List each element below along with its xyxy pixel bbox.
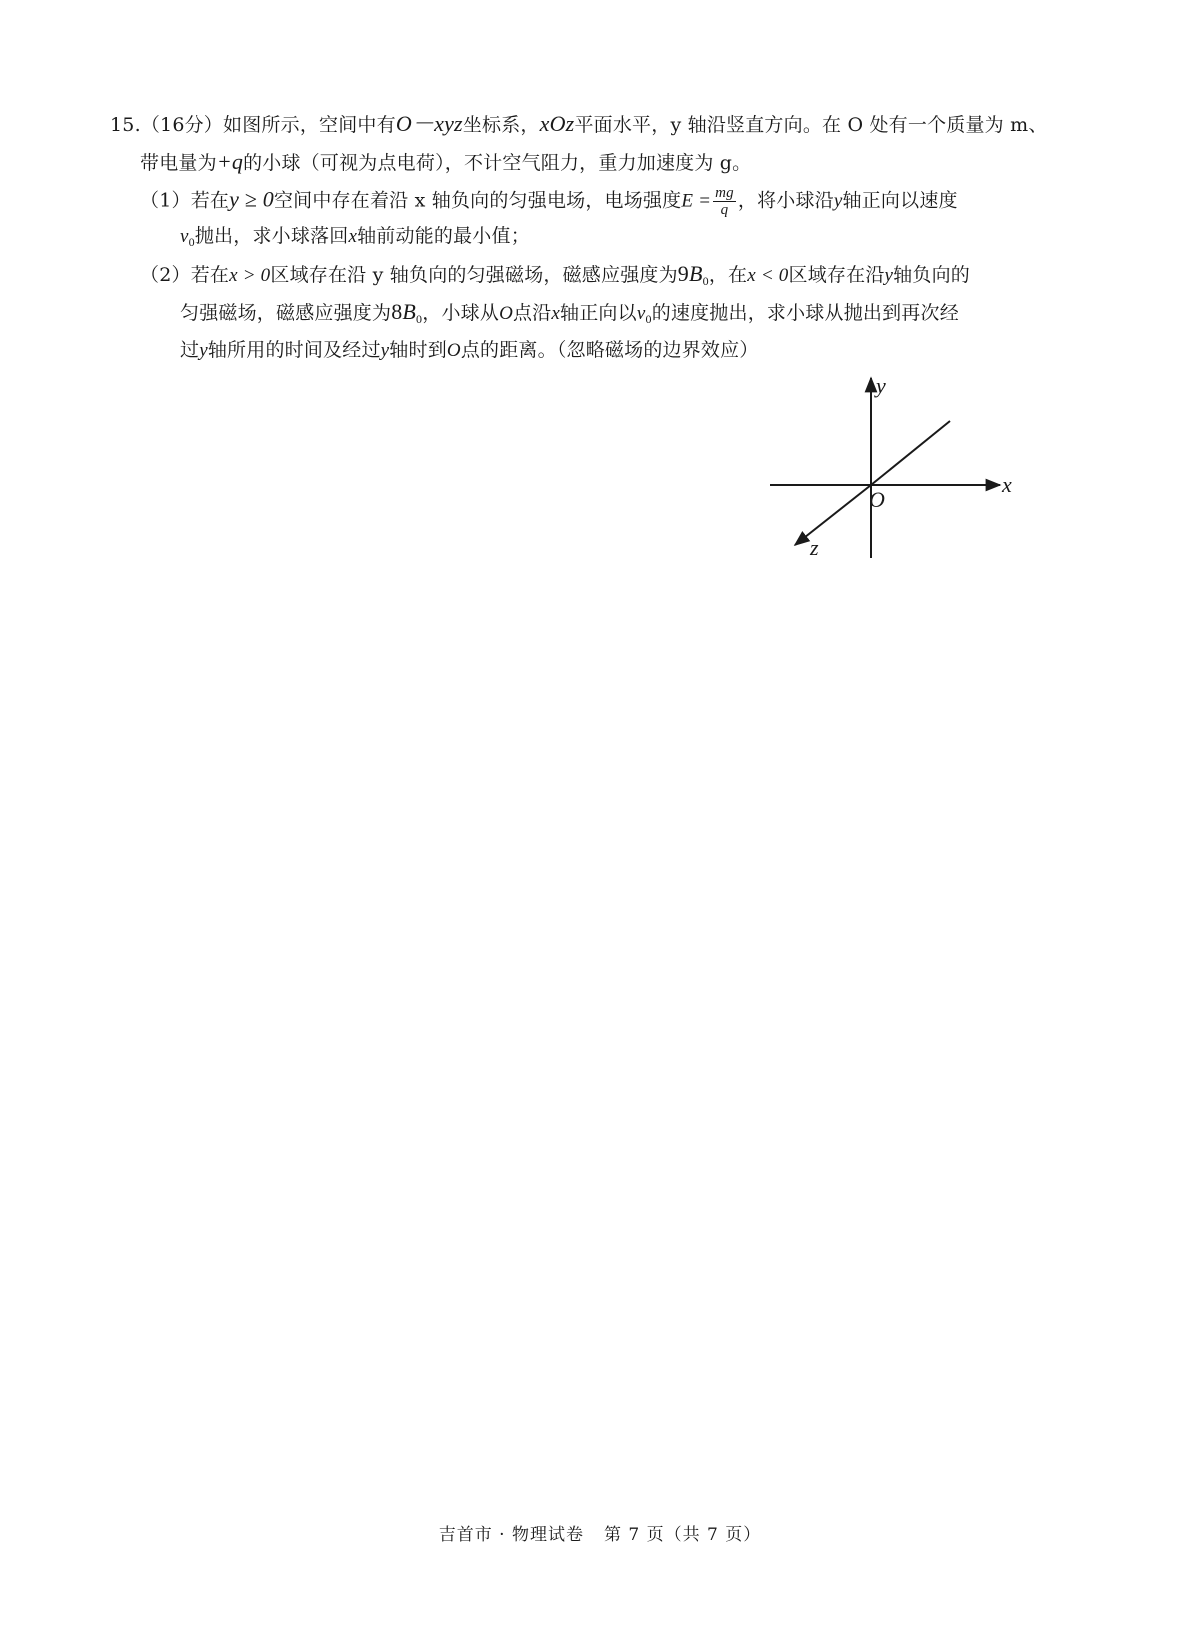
axis-symbol: y xyxy=(833,190,843,212)
velocity-subscript: 0 xyxy=(645,312,652,326)
part2-text: 区域存在沿 y 轴负向的匀强磁场，磁感应强度为 xyxy=(270,264,678,286)
intro-text: 坐标系， xyxy=(462,114,540,136)
plane-label: xOz xyxy=(539,111,575,136)
velocity-symbol: v xyxy=(180,226,189,247)
axis-symbol: y xyxy=(199,340,208,361)
page-footer xyxy=(0,1520,1200,1545)
part2-text: 的速度抛出，求小球从抛出到再次经 xyxy=(651,302,959,324)
part1-text: ，将小球沿 xyxy=(737,189,834,212)
velocity-subscript: 0 xyxy=(188,235,195,249)
x-axis-label: x xyxy=(1002,472,1012,497)
field-subscript: 0 xyxy=(702,274,709,288)
intro-text: 如图所示，空间中有 xyxy=(223,114,396,136)
point-symbol: O xyxy=(446,340,461,361)
field-subscript: 0 xyxy=(416,312,423,326)
part2-text: 过 xyxy=(180,339,200,361)
intro-text: 平面水平，y 轴沿竖直方向。在 O 处有一个质量为 m、 xyxy=(574,114,1048,136)
part2-text: 轴负向的 xyxy=(893,264,970,286)
field-symbol: B xyxy=(402,299,417,324)
z-axis-label: z xyxy=(810,535,819,560)
field-fraction xyxy=(713,185,736,218)
footer-page-number: 第 7 页（共 7 页） xyxy=(603,1525,762,1545)
origin-label: O xyxy=(869,487,885,512)
part2-text: 若在 xyxy=(190,264,230,286)
field-lhs: E = xyxy=(681,190,712,212)
intro-text: 带电量为 xyxy=(140,152,217,174)
intro-text: 的小球（可视为点电荷），不计空气阻力，重力加速度为 g。 xyxy=(243,152,752,174)
part1-condition: y ≥ 0 xyxy=(229,186,274,212)
part1-line-1 xyxy=(140,185,958,218)
point-symbol: O xyxy=(499,303,513,324)
axis-symbol: x xyxy=(551,303,561,324)
part2-text: 轴正向以 xyxy=(560,302,637,324)
field-symbol: B xyxy=(689,261,703,286)
part2-text: 轴所用的时间及经过 xyxy=(207,339,381,361)
part2-text: 点沿 xyxy=(512,302,552,324)
question-number: 15. xyxy=(110,114,141,136)
part1-text: 空间中存在着沿 x 轴负向的匀强电场，电场强度 xyxy=(273,189,682,212)
charge-label: +q xyxy=(216,149,244,174)
part2-text: 区域存在沿 xyxy=(788,264,885,286)
velocity-symbol: v xyxy=(636,303,646,324)
axis-symbol: y xyxy=(884,265,894,286)
coordinate-diagram xyxy=(770,375,1030,565)
part2-text: 点的距离。（忽略磁场的边界效应） xyxy=(460,339,759,361)
y-axis-label: y xyxy=(876,375,886,398)
part2-condition-2: x < 0 xyxy=(747,265,789,286)
part1-text: 抛出，求小球落回 xyxy=(194,225,349,247)
part2-text: ，在 xyxy=(708,264,748,286)
part2-condition-1: x > 0 xyxy=(229,265,271,286)
field-coefficient: 9 xyxy=(677,261,689,286)
axis-symbol: y xyxy=(380,340,390,361)
part2-text: 轴时到 xyxy=(389,339,447,361)
field-coefficient: 8 xyxy=(391,299,403,324)
part2-line-1 xyxy=(140,260,970,290)
part1-line-2 xyxy=(180,222,530,251)
part2-line-2 xyxy=(180,298,959,328)
fraction-numerator: mg xyxy=(715,185,734,201)
part1-text: 若在 xyxy=(190,189,230,212)
part1-text: 轴正向以速度 xyxy=(842,189,958,212)
part2-text: ，小球从 xyxy=(422,302,500,324)
footer-exam-name: 吉首市 · 物理试卷 xyxy=(438,1525,584,1545)
part1-text: 轴前动能的最小值； xyxy=(357,225,530,247)
question-intro-line-2 xyxy=(140,148,751,177)
question-intro-line-1 xyxy=(110,110,1048,139)
fraction-denominator: q xyxy=(720,202,729,218)
part2-line-3 xyxy=(180,336,759,365)
part2-text: 匀强磁场，磁感应强度为 xyxy=(180,302,392,324)
z-axis-extension xyxy=(871,421,950,485)
coord-system: O－xyz xyxy=(395,111,463,136)
question-score: （16分） xyxy=(140,114,224,136)
axis-symbol: x xyxy=(348,226,358,247)
z-axis xyxy=(795,485,871,545)
part2-label: （2） xyxy=(140,264,191,286)
part1-label: （1） xyxy=(140,189,191,212)
